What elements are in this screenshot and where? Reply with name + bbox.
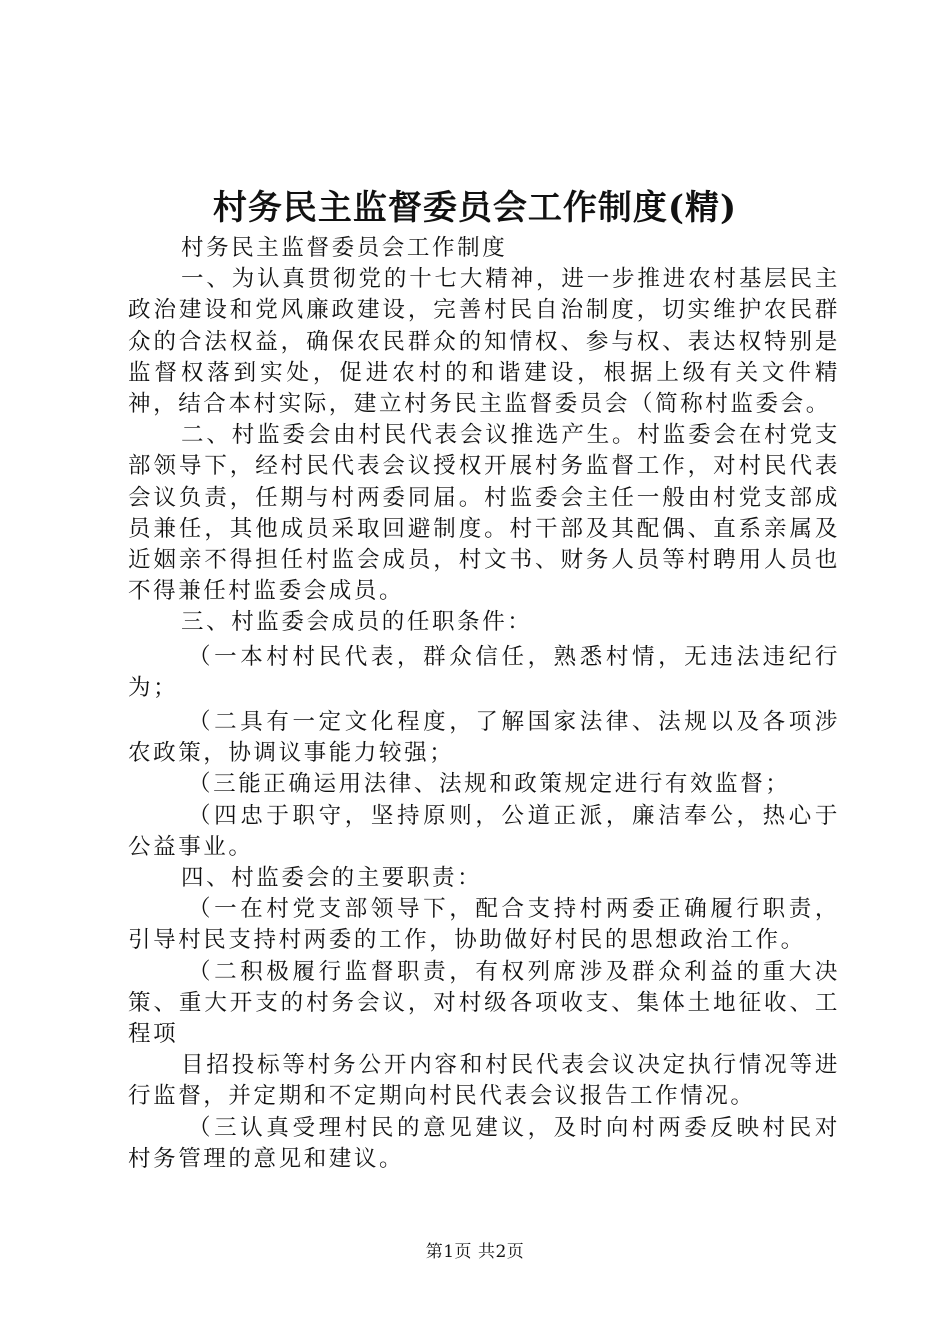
section-4-item-3: （三认真受理村民的意见建议，及时向村两委反映村民对村务管理的意见和建议。: [128, 1114, 840, 1172]
document-title: 村务民主监督委员会工作制度(精): [212, 188, 738, 228]
section-4-item-2-continued: 目招投标等村务公开内容和村民代表会议决定执行情况等进行监督，并定期和不定期向村民代表会议报告工作情况。: [128, 1052, 840, 1110]
section-3-heading: 三、村监委会成员的任职条件：: [181, 609, 533, 636]
section-4-heading: 四、村监委会的主要职责：: [181, 865, 483, 892]
page-number: 第1页 共2页: [425, 1242, 525, 1262]
section-3-item-4: （四忠于职守，坚持原则，公道正派，廉洁奉公，热心于公益事业。: [128, 802, 840, 860]
section-4-item-1: （一在村党支部领导下，配合支持村两委正确履行职责，引导村民支持村两委的工作，协助做好村民的思想政治工作。: [128, 896, 840, 954]
section-3-item-2: （二具有一定文化程度，了解国家法律、法规以及各项涉农政策，协调议事能力较强；: [128, 709, 840, 767]
section-1-paragraph: 一、为认真贯彻党的十七大精神，进一步推进农村基层民主政治建设和党风廉政建设，完善村民自治制度，切实维护农民群众的合法权益，确保农民群众的知情权、参与权、表达权特别是监督权落到实处，促进农村的和谐建设，根据上级有关文件精神，结合本村实际，建立村务民主监督委员会（简称村监委会。: [128, 266, 840, 418]
subtitle-paragraph: 村务民主监督委员会工作制度: [181, 235, 508, 261]
section-2-paragraph: 二、村监委会由村民代表会议推选产生。村监委会在村党支部领导下，经村民代表会议授权开展村务监督工作，对村民代表会议负责，任期与村两委同届。村监委会主任一般由村党支部成员兼任，其他成员采取回避制度。村干部及其配偶、直系亲属及近姻亲不得担任村监会成员，村文书、财务人员等村聘用人员也不得兼任村监委会成员。: [128, 422, 840, 605]
section-3-item-3: （三能正确运用法律、法规和政策规定进行有效监督；: [188, 771, 791, 798]
section-3-item-1: （一本村村民代表，群众信任，熟悉村情，无违法违纪行为；: [128, 643, 840, 701]
section-4-item-2: （二积极履行监督职责，有权列席涉及群众利益的重大决策、重大开支的村务会议，对村级各项收支、集体土地征收、工程项: [128, 958, 840, 1048]
document-body: [128, 233, 840, 1175]
